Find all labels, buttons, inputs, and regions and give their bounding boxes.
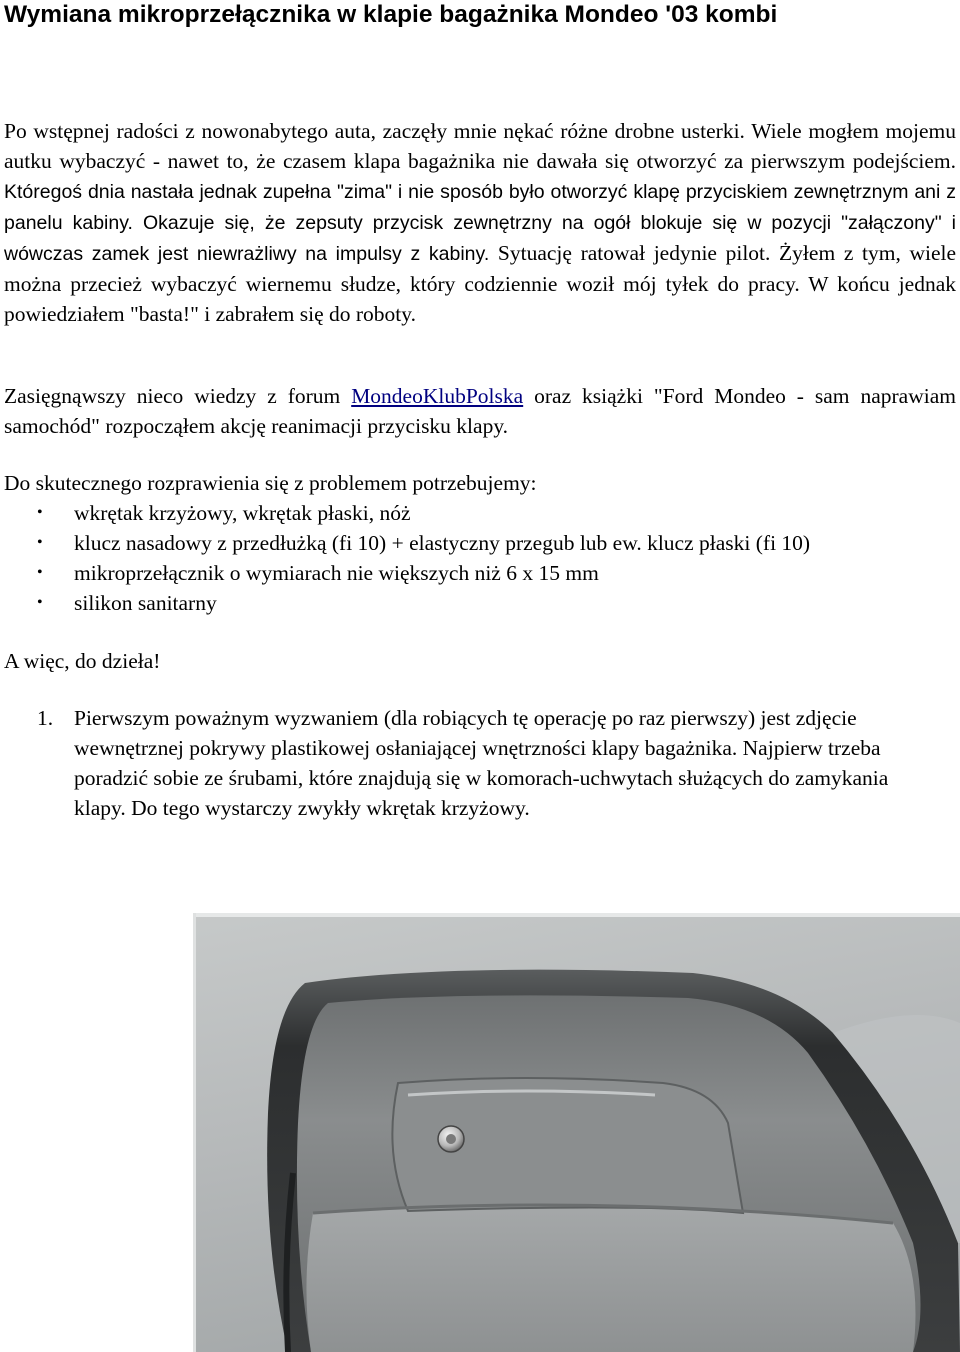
list-item-text: klucz nasadowy z przedłużką (fi 10) + elastyczny przegub lub ew. klucz płaski (fi 10) xyxy=(74,531,811,555)
steps-list xyxy=(0,703,960,823)
list-item-text: wkrętak krzyżowy, wkrętak płaski, nóż xyxy=(74,501,411,525)
trunk-handle-photo xyxy=(193,913,960,1352)
step-text: Pierwszym poważnym wyzwaniem (dla robiących tę operację po raz pierwszy) jest zdjęcie wewnętrznej pokrywy plastikowej osłaniającej wnętrzności klapy bagażnika. Najpierw trzeba poradzić sobie ze śrubami, które znajdują się w komorach-uchwytach służących do zamykania klapy. Do tego wystarczy zwykły wkrętak krzyżowy. xyxy=(74,706,889,820)
research-text-after: oraz książki "Ford Mondeo - sam naprawiam samochód" rozpocząłem akcję reanimacji przycisku klapy. xyxy=(4,384,956,438)
list-item xyxy=(0,498,960,528)
intro-text-2: Któregoś dnia nastała jednak zupełna "zima" i nie sposób było otworzyć klapę przyciskiem zewnętrznym ani z panelu kabiny. xyxy=(4,181,956,234)
research-paragraph xyxy=(4,381,956,441)
bullet-icon: • xyxy=(37,534,43,551)
list-item xyxy=(0,528,960,558)
list-item xyxy=(0,558,960,588)
tools-list xyxy=(0,498,960,618)
intro-paragraph xyxy=(4,116,956,329)
bullet-icon: • xyxy=(37,594,43,611)
intro-text-3: Okazuje się, że zepsuty przycisk zewnętrzny na ogół blokuje się w pozycji "załączony" i wówczas zamek jest niewrażliwy na impulsy z kabiny. xyxy=(4,212,957,265)
trunk-handle-illustration xyxy=(193,913,960,1352)
lets-go-text: A więc, do dzieła! xyxy=(4,649,161,673)
mondeoklubpolska-link[interactable]: MondeoKlubPolska xyxy=(351,384,524,408)
list-item-text: mikroprzełącznik o wymiarach nie większych niż 6 x 15 mm xyxy=(74,561,599,585)
intro-text-1: Po wstępnej radości z nowonabytego auta, zaczęły mnie nękać różne drobne usterki. Wiele mogłem mojemu autku wybaczyć - nawet to, że czasem klapa bagażnika nie dawała się otworzyć za pierwszym podejściem. xyxy=(4,119,956,173)
list-item-text: silikon sanitarny xyxy=(74,591,217,615)
intro-text-4: Sytuację ratował jedynie pilot. Żyłem z tym, wiele można przecież wybaczyć wiernemu słudze, który codziennie woził mój tyłek do pracy. W końcu jednak powiedziałem "basta!" i zabrałem się do roboty. xyxy=(4,241,957,326)
list-item xyxy=(0,588,960,618)
tools-intro: Do skutecznego rozprawienia się z problemem potrzebujemy: xyxy=(4,471,537,495)
step-number: 1. xyxy=(37,706,54,730)
bullet-icon: • xyxy=(37,504,43,521)
bullet-icon: • xyxy=(37,564,43,581)
step-item xyxy=(0,703,944,823)
research-text-before: Zasięgnąwszy nieco wiedzy z forum xyxy=(4,384,352,408)
page-title: Wymiana mikroprzełącznika w klapie bagażnika Mondeo '03 kombi xyxy=(4,1,778,28)
